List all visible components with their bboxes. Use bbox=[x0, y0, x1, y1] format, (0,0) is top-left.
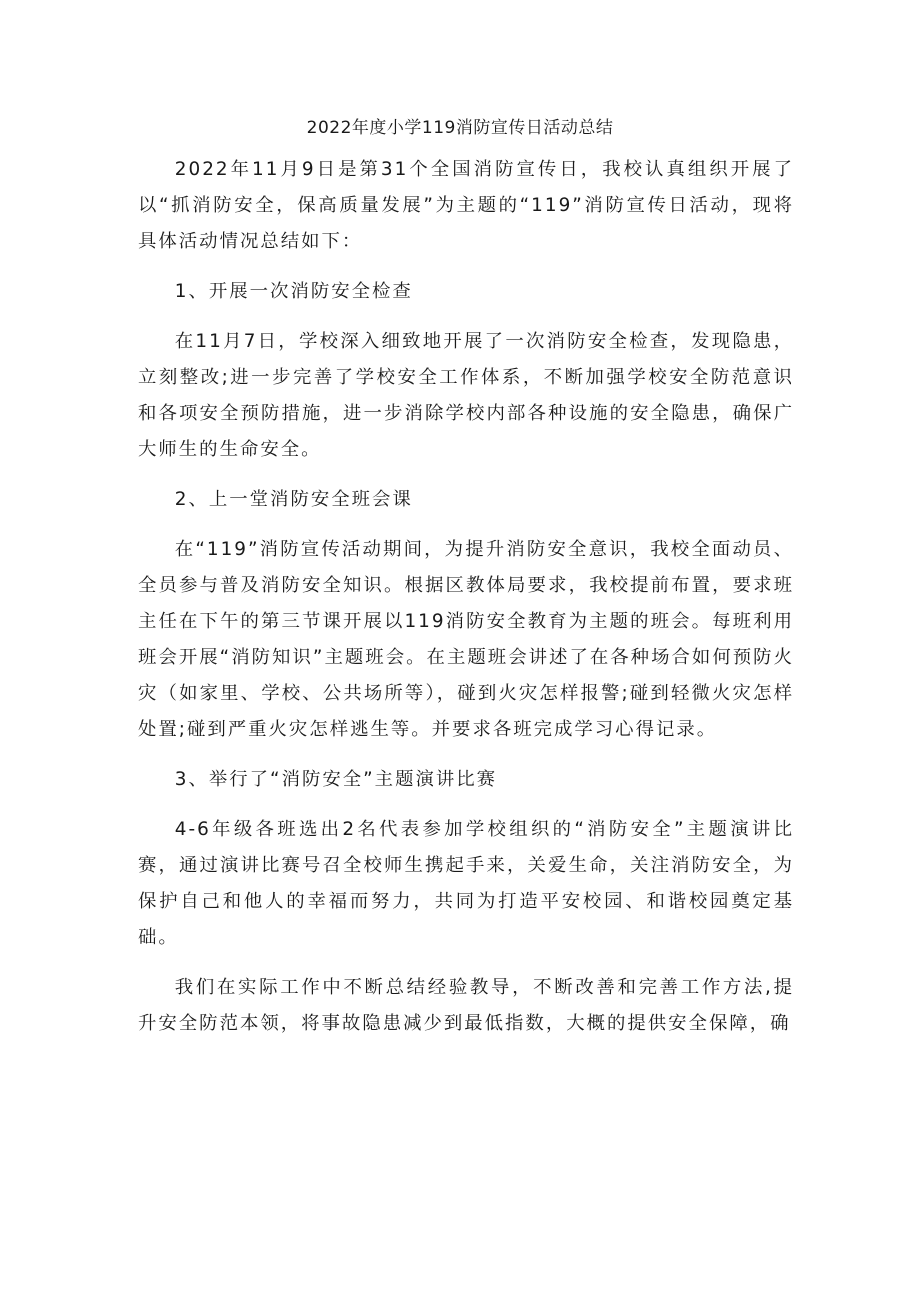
section-paragraph-1: 在11月7日，学校深入细致地开展了一次消防安全检查，发现隐患，立刻整改;进一步完善了学校安全工作体系，不断加强学校安全防范意识和各项安全预防措施，进一步消除学校内部各种设施的安全隐患，确保广大师生的生命安全。 bbox=[138, 331, 794, 460]
section-paragraph-2: 在“119”消防宣传活动期间，为提升消防安全意识，我校全面动员、全员参与普及消防安全知识。根据区教体局要求，我校提前布置，要求班主任在下午的第三节课开展以119消防安全教育为主题的班会。每班利用班会开展“消防知识”主题班会。在主题班会讲述了在各种场合如何预防火灾（如家里、学校、公共场所等），碰到火灾怎样报警;碰到轻微火灾怎样处置;碰到严重火灾怎样逃生等。并要求各班完成学习心得记录。 bbox=[138, 539, 794, 740]
closing-paragraph: 我们在实际工作中不断总结经验教导，不断改善和完善工作方法,提升安全防范本领，将事故隐患减少到最低指数，大概的提供安全保障，确 bbox=[138, 977, 794, 1034]
section-paragraph-3: 4-6年级各班选出2名代表参加学校组织的“消防安全”主题演讲比赛，通过演讲比赛号召全校师生携起手来，关爱生命，关注消防安全，为保护自己和他人的幸福而努力，共同为打造平安校园、和谐校园奠定基础。 bbox=[138, 819, 794, 948]
section-heading-3: 3、举行了“消防安全”主题演讲比赛 bbox=[174, 769, 498, 790]
document-title: 2022年度小学119消防宣传日活动总结 bbox=[306, 118, 614, 138]
section-heading-1: 1、开展一次消防安全检查 bbox=[174, 281, 413, 302]
intro-paragraph: 2022年11月9日是第31个全国消防宣传日，我校认真组织开展了以“抓消防安全，保高质量发展”为主题的“119”消防宣传日活动，现将具体活动情况总结如下： bbox=[138, 159, 794, 252]
section-heading-2: 2、上一堂消防安全班会课 bbox=[174, 489, 413, 510]
document-body bbox=[138, 152, 794, 1056]
